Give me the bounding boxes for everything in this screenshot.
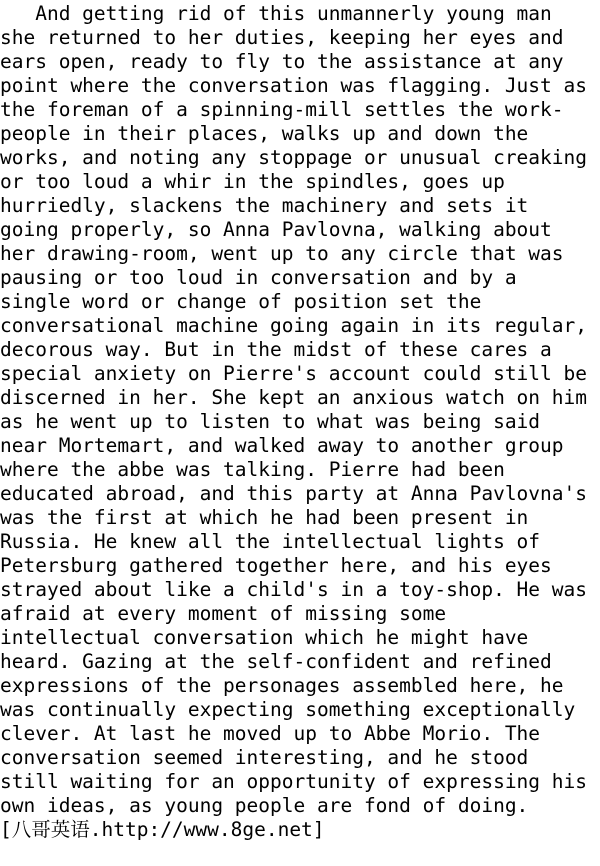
- text-line: own ideas, as young people are fond of doing.: [0, 794, 529, 817]
- text-line: single word or change of position set the: [0, 290, 482, 313]
- text-line: people in their places, walks up and down the: [0, 122, 529, 145]
- text-line: or too loud a whir in the spindles, goes up: [0, 170, 505, 193]
- text-line: discerned in her. She kept an anxious watch on him: [0, 386, 587, 409]
- text-line: the foreman of a spinning-mill settles the work-: [0, 98, 564, 121]
- text-line: expressions of the personages assembled here, he: [0, 674, 564, 697]
- source-link[interactable]: [八哥英语.http://www.8ge.net]: [0, 818, 325, 841]
- text-line: was the first at which he had been present in: [0, 506, 529, 529]
- text-line: pausing or too loud in conversation and by a: [0, 266, 517, 289]
- text-line: hurriedly, slackens the machinery and sets it: [0, 194, 529, 217]
- text-line: intellectual conversation which he might have: [0, 626, 529, 649]
- text-line: decorous way. But in the midst of these cares a: [0, 338, 552, 361]
- text-line: educated abroad, and this party at Anna Pavlovna's: [0, 482, 587, 505]
- text-line: strayed about like a child's in a toy-shop. He was: [0, 578, 587, 601]
- text-line: as he went up to listen to what was being said: [0, 410, 541, 433]
- text-line: afraid at every moment of missing some: [0, 602, 447, 625]
- text-line: still waiting for an opportunity of expressing his: [0, 770, 587, 793]
- text-line: she returned to her duties, keeping her eyes and: [0, 26, 564, 49]
- text-line: And getting rid of this unmannerly young man: [0, 2, 552, 25]
- text-line: heard. Gazing at the self-confident and refined: [0, 650, 552, 673]
- text-line: clever. At last he moved up to Abbe Morio. The: [0, 722, 541, 745]
- document-page: [0, 2, 600, 842]
- text-line: Russia. He knew all the intellectual lights of: [0, 530, 541, 553]
- text-line: special anxiety on Pierre's account could still be: [0, 362, 587, 385]
- text-line: conversation seemed interesting, and he stood: [0, 746, 529, 769]
- text-line: ears open, ready to fly to the assistance at any: [0, 50, 564, 73]
- text-line: was continually expecting something exceptionally: [0, 698, 576, 721]
- text-line: Petersburg gathered together here, and his eyes: [0, 554, 552, 577]
- text-line: where the abbe was talking. Pierre had been: [0, 458, 505, 481]
- text-line: near Mortemart, and walked away to another group: [0, 434, 564, 457]
- text-line: conversational machine going again in its regular,: [0, 314, 587, 337]
- text-line: her drawing-room, went up to any circle that was: [0, 242, 564, 265]
- text-line: going properly, so Anna Pavlovna, walking about: [0, 218, 552, 241]
- text-line: works, and noting any stoppage or unusual creaking: [0, 146, 587, 169]
- text-line: point where the conversation was flagging. Just as: [0, 74, 587, 97]
